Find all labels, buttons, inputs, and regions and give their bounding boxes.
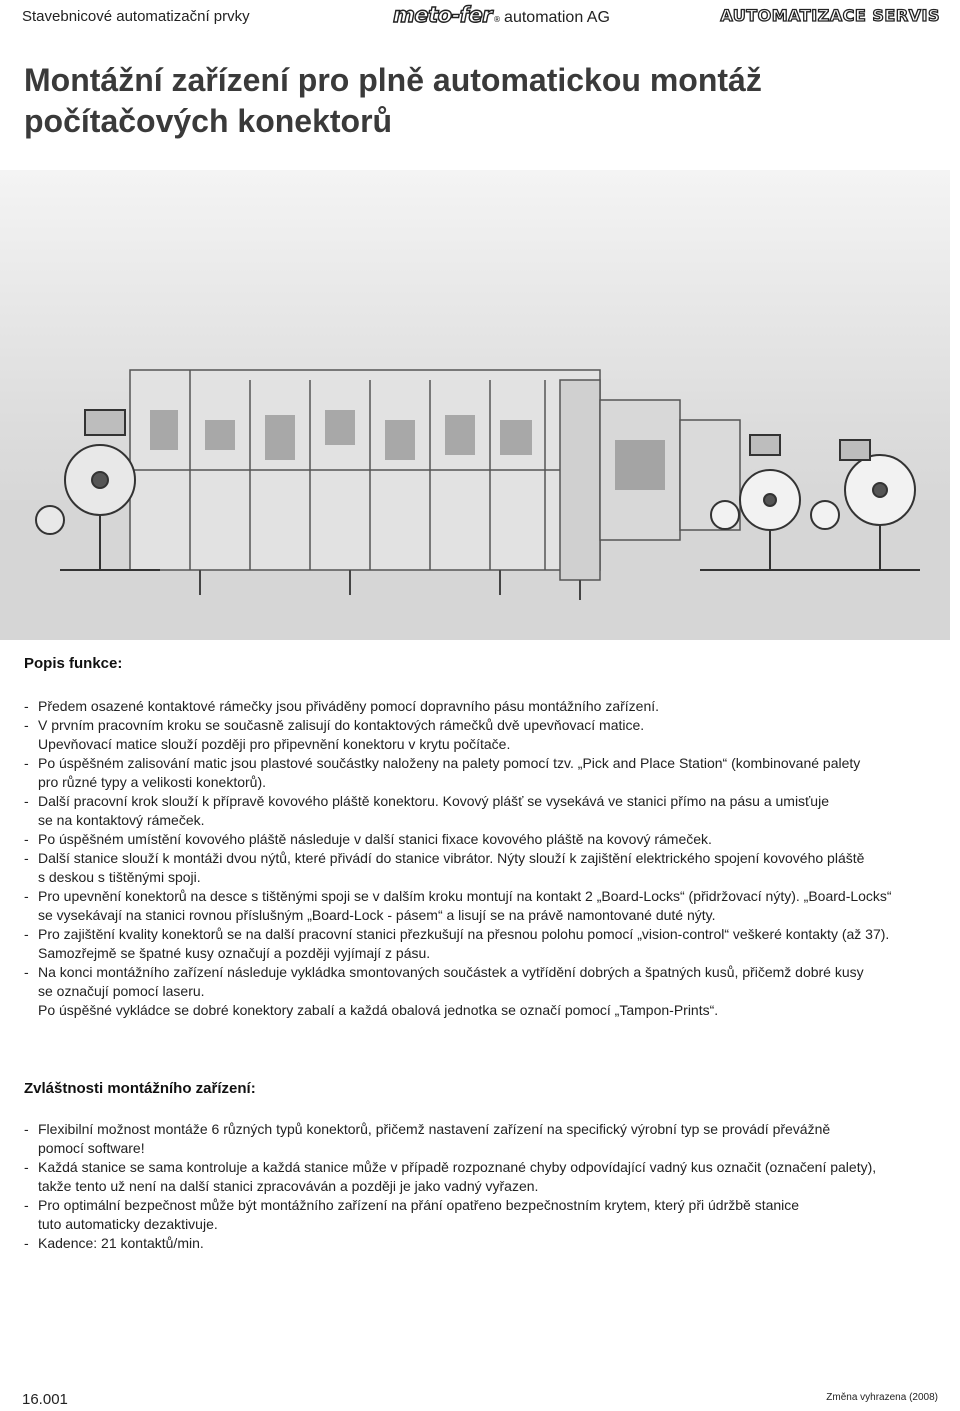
list-item-line: - Další stanice slouží k montáži dvou nýtů, které přivádí do stanice vibrátor. Nýty slouží k zajištění elektrického spojení kovového pláště <box>38 850 865 866</box>
list-item-line: - Pro optimální bezpečnost může být montážního zařízení na přání opatřeno bezpečnostním krytem, který při údržbě stanice <box>38 1197 800 1213</box>
list-item <box>24 830 944 849</box>
list-item <box>24 792 944 830</box>
list-item-line: - Na konci montážního zařízení následuje vykládka smontovaných součástek a vytřídění dobrých a špatných kusů, přičemž dobré kusy <box>38 964 864 980</box>
list-item-line: - Flexibilní možnost montáže 6 různých typů konektorů, přičemž nastavení zařízení na specifický výrobní typ se provádí převážně <box>38 1121 831 1137</box>
list-item <box>24 697 944 716</box>
brand-registered-mark: ® <box>493 15 502 24</box>
brand-company: automation AG <box>504 9 610 26</box>
list-item-line: - Pro upevnění konektorů na desce s tištěnými spoji se v dalším kroku montují na kontakt 2 „Board-Locks“ (přidržovací nýty). „Board-Locks“ <box>38 888 892 904</box>
list-item-line: - V prvním pracovním kroku se současně zalisují do kontaktových rámečků dvě upevňovací matice. <box>38 717 645 733</box>
list-item-line: pro různé typy a velikosti konektorů). <box>38 774 266 790</box>
list-item-line: takže tento už není na další stanici zpracováván a později je jako vadný vyřazen. <box>38 1178 539 1194</box>
list-item <box>24 1158 944 1196</box>
list-item <box>24 716 944 754</box>
list-item-line: - Pro zajištění kvality konektorů se na další pracovní stanici přezkušují na přesnou polohu pomocí „vision-control“ veškeré kontakty (až 37). <box>38 926 890 942</box>
list-item <box>24 754 944 792</box>
list-item <box>24 887 944 925</box>
list-item <box>24 1234 944 1253</box>
list-item-line: Samozřejmě se špatné kusy označují a později vyjímají z pásu. <box>38 945 431 961</box>
machine-photo <box>0 170 950 640</box>
section-heading-function: Popis funkce: <box>24 655 123 672</box>
list-item-line: pomocí software! <box>38 1140 145 1156</box>
list-item-line: - Předem osazené kontaktové rámečky jsou přiváděny pomocí dopravního pásu montážního zařízení. <box>38 698 660 714</box>
list-item-line: - Kadence: 21 kontaktů/min. <box>38 1235 204 1251</box>
machine-illustration <box>0 170 950 640</box>
list-item-line: - Další pracovní krok slouží k přípravě kovového pláště konektoru. Kovový plášť se vysekává ve stanici přímo na pásu a umisťuje <box>38 793 829 809</box>
list-item <box>24 963 944 1020</box>
list-item <box>24 1196 944 1234</box>
list-item <box>24 925 944 963</box>
page-header <box>0 0 960 34</box>
list-item-line: se vysekávají na stanici rovnou příslušným „Board-Lock - pásem“ a lisují se na právě namontované duté nýty. <box>38 907 716 923</box>
list-item-line: - Po úspěšném umístění kovového pláště následuje v další stanici fixace kovového pláště na kovový rámeček. <box>38 831 712 847</box>
features-list <box>24 1120 944 1253</box>
page-title <box>24 60 924 142</box>
list-item-line: Upevňovací matice slouží později pro připevnění konektoru v krytu počítače. <box>38 736 511 752</box>
page-title-line-1: Montážní zařízení pro plně automatickou montáž <box>24 62 762 98</box>
list-item-line: se označují pomocí laseru. <box>38 983 205 999</box>
brand <box>393 3 610 27</box>
page-title-line-2: počítačových konektorů <box>24 103 393 139</box>
function-list <box>24 697 944 1020</box>
section-heading-features: Zvláštnosti montážního zařízení: <box>24 1080 256 1097</box>
header-service-logo: AUTOMATIZACE SERVIS <box>720 6 940 25</box>
header-category: Stavebnicové automatizační prvky <box>22 8 250 25</box>
list-item <box>24 1120 944 1158</box>
list-item-line: - Každá stanice se sama kontroluje a každá stanice může v případě rozpoznané chyby odpovídající vadný kus označit (označení palety), <box>38 1159 877 1175</box>
footer-note: Změna vyhrazena (2008) <box>826 1392 938 1403</box>
list-item <box>24 849 944 887</box>
list-item-line: s deskou s tištěnými spoji. <box>38 869 201 885</box>
list-item-line: tuto automaticky dezaktivuje. <box>38 1216 218 1232</box>
page-number: 16.001 <box>22 1391 68 1408</box>
brand-logo: meto-fer <box>393 3 493 27</box>
list-item-line: Po úspěšné vykládce se dobré konektory zabalí a každá obalová jednotka se označí pomocí „Tampon-Prints“. <box>38 1002 719 1018</box>
list-item-line: se na kontaktový rámeček. <box>38 812 205 828</box>
list-item-line: - Po úspěšném zalisování matic jsou plastové součástky naloženy na palety pomocí tzv. „Pick and Place Station“ (kombinované palety <box>38 755 861 771</box>
